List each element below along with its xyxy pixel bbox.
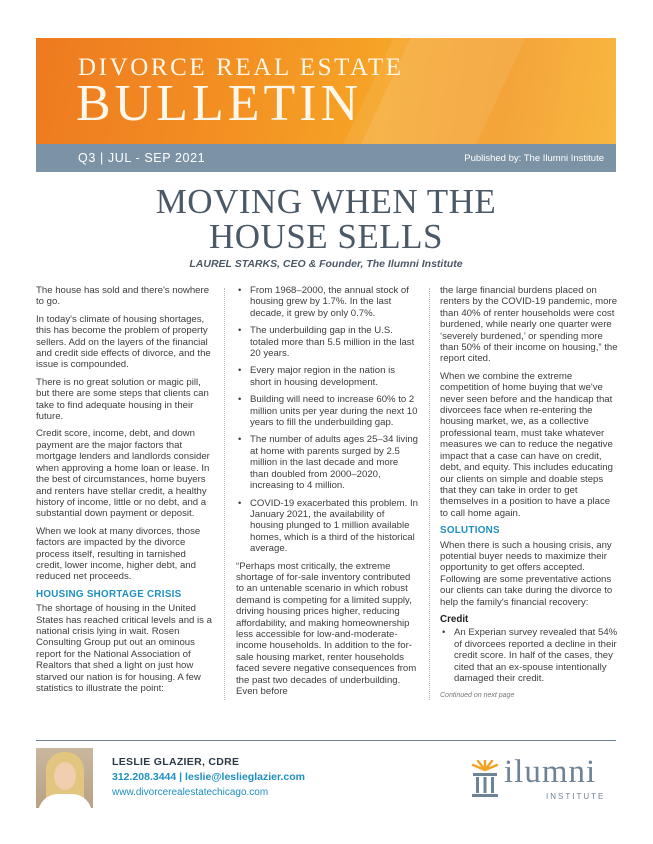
continued-note: Continued on next page	[440, 692, 515, 700]
issue-date: Q3 | JUL - SEP 2021	[78, 151, 206, 165]
solutions-list	[440, 627, 618, 684]
list-item: • The underbuilding gap in the U.S. totaled more than 5.5 million in the last 20 years.	[236, 325, 419, 359]
paragraph: In today's climate of housing shortages, this has become the problem of property sellers. Add on the layers of the financial and credit side effects of divorce, and the issue is compounded.	[36, 313, 211, 371]
list-item: • The number of adults ages 25–34 living at home with parents surged by 2.5 million in the last decade and more than doubled from 2000–2020, increasing to 4 million.	[236, 434, 419, 491]
paragraph: When we look at many divorces, those factors are impacted by the divorce process itself, resulting in tarnished credit, lower income, higher debt, and reduced net proceeds.	[36, 525, 201, 583]
column-divider	[429, 288, 430, 700]
pillar-sunburst-icon	[470, 760, 500, 798]
phone-link[interactable]: 312.208.3444	[112, 771, 177, 783]
paragraph: “Perhaps most critically, the extreme shortage of for-sale inventory contributed to an untenable scenario in which robust demand is competing for a limited supply, driving housing prices higher, reducing affordability, and making homeownership less accessible for low-and-moderate-income households. In addition to the for-sale housing market, renter households faced severe negative consequences from the past two decades of underbuilding. Even before	[236, 560, 417, 697]
section-heading: SOLUTIONS	[440, 525, 500, 537]
headline-line: MOVING WHEN THE	[155, 182, 497, 221]
photo-face	[54, 762, 76, 790]
article-column-2	[236, 285, 419, 703]
paragraph: When there is such a housing crisis, any potential buyer needs to maximize their opportunity to get offers accepted. Following are some preventative actions our clients can take during the divorce to help the family's financial recovery:	[440, 539, 613, 608]
sub-heading: Credit	[440, 613, 469, 625]
paragraph: The house has sold and there's nowhere to go.	[36, 285, 210, 308]
masthead-banner	[36, 38, 616, 144]
agent-photo	[36, 748, 93, 808]
section-heading: HOUSING SHORTAGE CRISIS	[36, 588, 182, 600]
agent-contact	[112, 756, 305, 798]
paragraph: Credit score, income, debt, and down payment are the major factors that mortgage lenders and landlords consider when approving a home loan or lease. In the best of circumstances, home buyers and renters have stellar credit, a healthy history of income, little or no debt, and a substantial down payment or deposit.	[36, 428, 210, 520]
publisher-credit: Published by: The Ilumni Institute	[464, 152, 604, 164]
list-item: • Building will need to increase 60% to 2 million units per year during the next 10 years to fill the underbuilding gap.	[236, 394, 419, 428]
website-link[interactable]: www.divorcerealestatechicago.com	[112, 787, 269, 798]
paragraph: the large financial burdens placed on renters by the COVID-19 pandemic, more than 40% of renter households were cost burdened, while nearly one quarter were ‘severely burdened,’ or spending more than 50% of their income on housing,” the report cited.	[440, 285, 618, 365]
list-item: • An Experian survey revealed that 54% of divorcees reported a decline in their credit score. In half of the cases, they cited that an ex-spouse intentionally damaged their credit.	[440, 627, 618, 684]
separator: |	[179, 771, 183, 783]
paragraph: When we combine the extreme competition of home buying that we've never seen before and the handicap that divorcees face when re-entering the housing market, we, as a collective professional team, must take whatever measures we can to reduce the negative impact that a case can have on credit, debt, and equity. This includes educating our clients on simple and doable steps that they can take in order to get themselves in a position to have a place to call home again.	[440, 370, 613, 519]
article-byline: LAUREL STARKS, CEO & Founder, The Ilumni Institute	[189, 258, 463, 270]
list-item: • Every major region in the nation is short in housing development.	[236, 365, 419, 388]
masthead-title-main: BULLETIN	[76, 75, 363, 132]
article-headline	[36, 184, 616, 254]
logo-subtitle: INSTITUTE	[546, 792, 606, 801]
column-divider	[224, 288, 225, 700]
article-column-1	[36, 285, 212, 700]
statistics-list	[236, 285, 419, 555]
issue-bar	[36, 144, 616, 172]
footer-divider	[36, 740, 616, 741]
contact-line	[112, 771, 305, 783]
masthead-title-top: DIVORCE REAL ESTATE	[78, 54, 404, 81]
list-item: • COVID-19 exacerbated this problem. In January 2021, the availability of housing plunged to 1 million available homes, which is a third of the historical average.	[236, 498, 419, 555]
logo-wordmark: ilumni	[504, 754, 597, 790]
paragraph: There is no great solution or magic pill, but there are some steps that clients can take to find adequate housing in their future.	[36, 376, 209, 423]
article-column-3	[440, 285, 618, 702]
email-link[interactable]: leslie@leslieglazier.com	[185, 771, 306, 783]
ilumni-logo	[466, 752, 618, 804]
agent-name: LESLIE GLAZIER, CDRE	[112, 756, 240, 768]
paragraph: The shortage of housing in the United States has reached critical levels and is a national crisis lying in wait. Rosen Consulting Group put out an ominous report for the National Association of Realtors that shed a light on just how starved our nation is for housing. A few statistics to illustrate the point:	[36, 603, 212, 694]
list-item: • From 1968–2000, the annual stock of housing grew by 1.7%. In the last decade, it grew by only 0.7%.	[236, 285, 419, 319]
headline-line: HOUSE SELLS	[209, 217, 443, 256]
